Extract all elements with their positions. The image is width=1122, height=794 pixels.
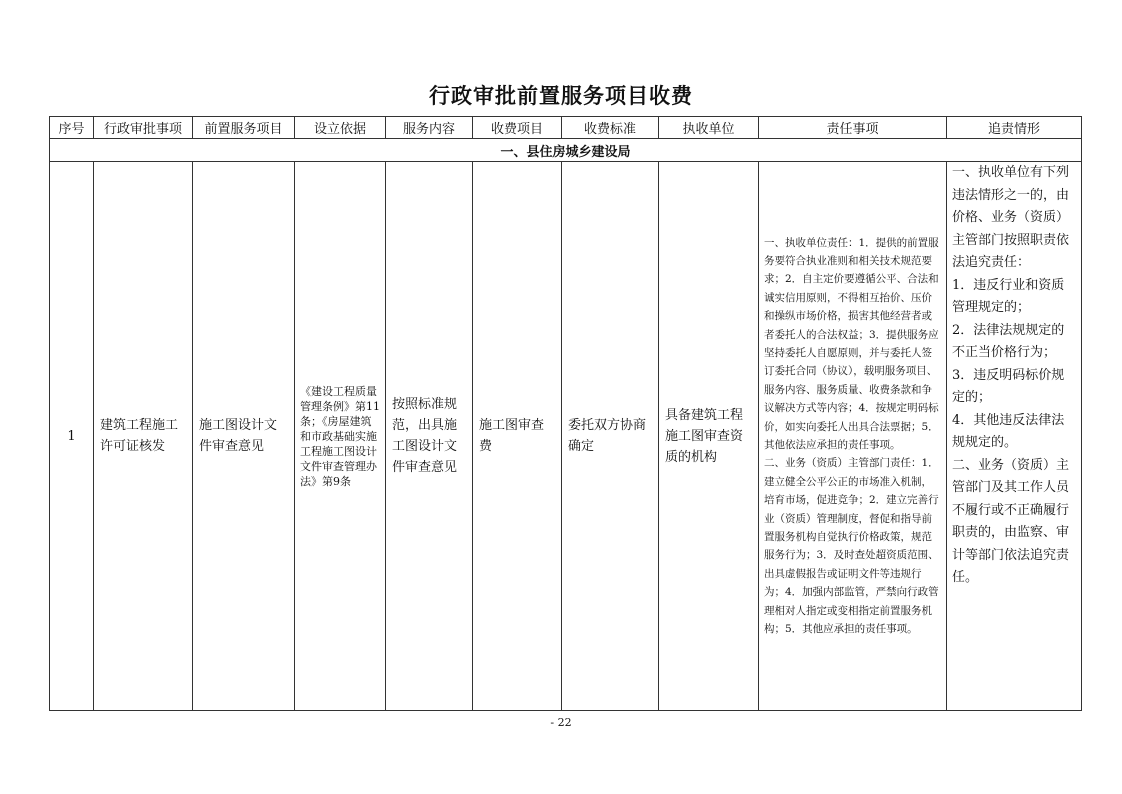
penalty-line: 2．法律法规规定的不正当价格行为； [952,322,1065,360]
penalty-line: 1．违反行业和资质管理规定的； [952,277,1065,315]
cell-fee-item: 施工图审查费 [473,162,562,711]
document-title: 行政审批前置服务项目收费 [429,83,693,108]
header-row [50,117,1082,139]
cell-responsibilities [759,162,947,711]
penalty-line: 4．其他违反法律法规规定的。 [952,412,1065,450]
penalty-line: 二、业务（资质）主管部门及其工作人员不履行或不正确履行职责的，由监察、审计等部门依法追究责任。 [952,457,1070,585]
cell-collector: 具备建筑工程施工图审查资质的机构 [659,162,759,711]
header-service-item: 前置服务项目 [193,117,295,139]
header-approval-item: 行政审批事项 [94,117,193,139]
cell-fee-standard: 委托双方协商确定 [562,162,659,711]
header-fee-item: 收费项目 [473,117,562,139]
responsibility-paragraph: 二、业务（资质）主管部门责任：1．建立健全公平公正的市场准入机制，培育市场，促进竞争；2．建立完善行业（资质）管理制度，督促和指导前置服务机构自觉执行价格政策，规范服务行为；3．及时查处超资质范围、出具虚假报告或证明文件等违规行为；4．加强内部监管，严禁向行政管理相对人指定或变相指定前置服务机构；5．其他应承担的责任事项。 [764,457,939,636]
header-index: 序号 [50,117,94,139]
responsibility-paragraph: 一、执收单位责任：1．提供的前置服务要符合执业准则和相关技术规范要求；2．自主定价要遵循公平、合法和诚实信用原则，不得相互抬价、压价和操纵市场价格，损害其他经营者或者委托人的合法权益；3．提供服务应坚持委托人自愿原则，并与委托人签订委托合同（协议），载明服务项目、服务内容、服务质量、收费条款和争议解决方式等内容；4．按规定明码标价，如实向委托人出具合法票据；5．其他依法应承担的责任事项。 [764,236,939,451]
cell-basis: 《建设工程质量管理条例》第11条；《房屋建筑和市政基础实施工程施工图设计文件审查管理办法》第9条 [295,162,386,711]
header-responsibilities: 责任事项 [759,117,947,139]
cell-approval-item: 建筑工程施工许可证核发 [94,162,193,711]
page-number: - 22 [550,716,572,729]
section-title: 一、县住房城乡建设局 [50,139,1082,162]
cell-content: 按照标准规范，出具施工图设计文件审查意见 [386,162,473,711]
header-penalties: 追责情形 [947,117,1082,139]
penalty-line: 一、执收单位有下列违法情形之一的，由价格、业务（资质）主管部门按照职责依法追究责任： [952,165,1070,270]
header-collector: 执收单位 [659,117,759,139]
cell-index: 1 [50,162,94,711]
table-row [50,162,1082,711]
cell-service-item: 施工图设计文件审查意见 [193,162,295,711]
penalty-line: 3．违反明码标价规定的； [952,367,1065,405]
header-content: 服务内容 [386,117,473,139]
section-row [50,139,1082,162]
header-basis: 设立依据 [295,117,386,139]
fee-table [49,116,1082,711]
header-fee-standard: 收费标准 [562,117,659,139]
cell-penalties [947,162,1082,711]
